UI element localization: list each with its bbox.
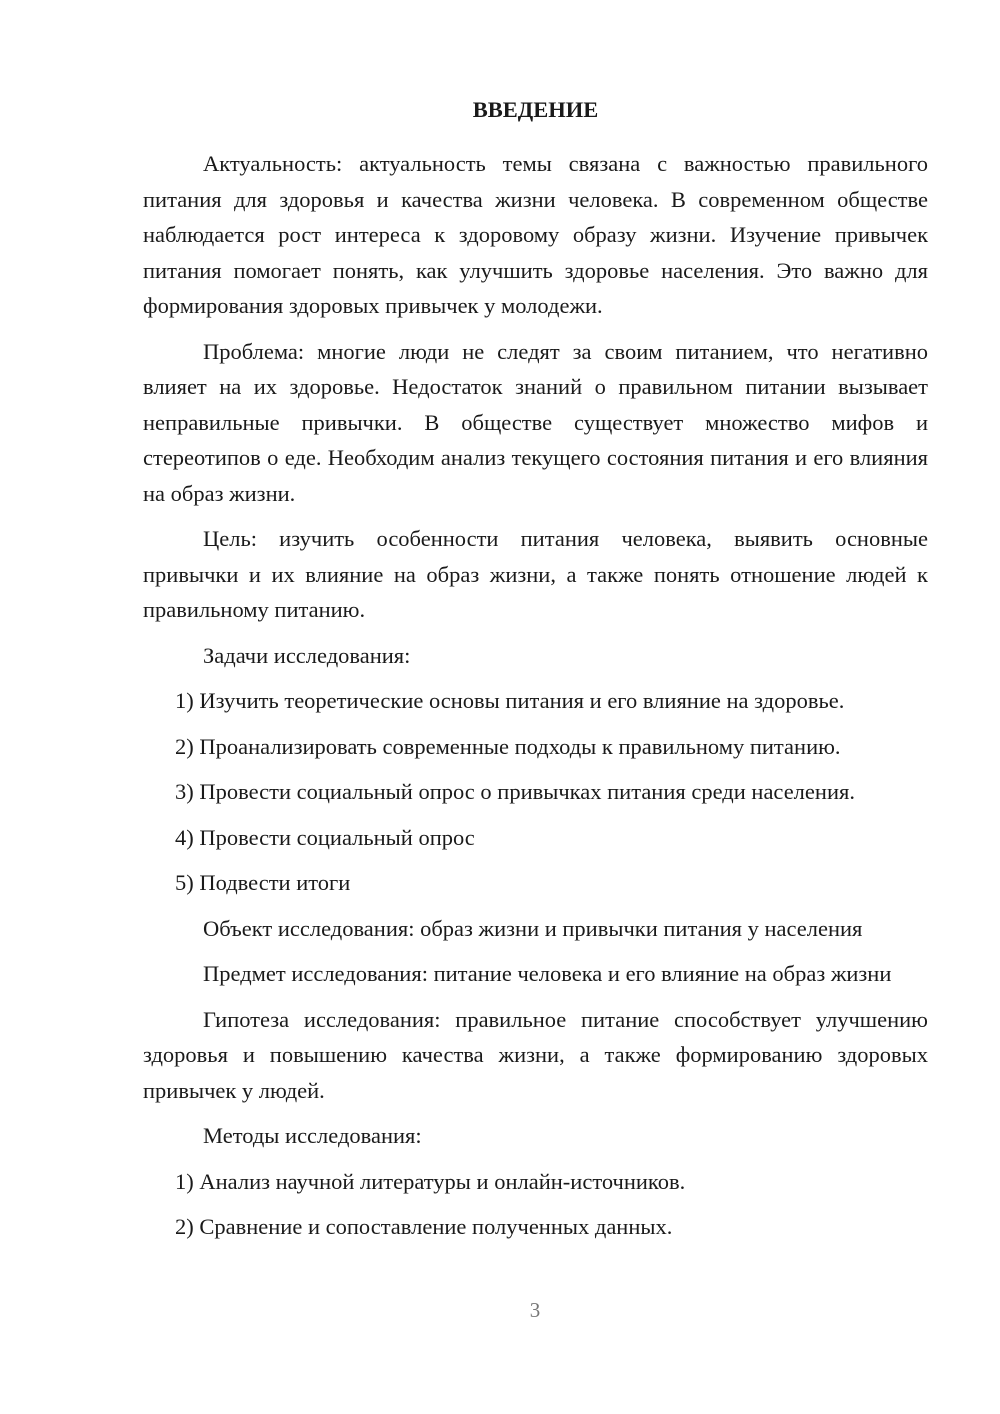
list-item: 5) Подвести итоги [175,870,351,895]
paragraph-object: Объект исследования: образ жизни и привычки питания у населения [203,915,863,941]
list-item: 4) Провести социальный опрос [175,824,475,850]
tasks-heading: Задачи исследования: [203,642,411,668]
page-number: 3 [529,1298,541,1322]
paragraph-goal: Цель: изучить особенности питания человека, выявить основные привычки и их влияние на образ жизни, а также понять отношение людей к правильному питанию. [143,526,928,622]
list-item: 2) Проанализировать современные подходы к правильному питанию. [175,733,841,759]
page-title: ВВЕДЕНИЕ [472,97,599,122]
list-item: 3) Провести социальный опрос о привычках питания среди населения. [175,779,855,804]
tasks-list [143,683,928,901]
methods-list [143,1164,928,1245]
list-item: 1) Изучить теоретические основы питания и его влияние на здоровье. [175,688,845,713]
methods-heading: Методы исследования: [203,1123,422,1148]
paragraph-problem: Проблема: многие люди не следят за своим питанием, что негативно влияет на их здоровье. Недостаток знаний о правильном питании вызывает неправильные привычки. В обществе существует множество мифов и стереотипов о еде. Необходим анализ текущего состояния питания и его влияния на образ жизни. [143,338,928,506]
paragraph-hypothesis: Гипотеза исследования: правильное питание способствует улучшению здоровья и повышению качества жизни, а также формированию здоровых привычек у людей. [143,1006,928,1103]
paragraph-relevance: Актуальность: актуальность темы связана с важностью правильного питания для здоровья и качества жизни человека. В современном обществе наблюдается рост интереса к здоровому образу жизни. Изучение привычек питания помогает понять, как улучшить здоровье населения. Это важно для формирования здоровых привычек у молодежи. [143,151,928,318]
paragraph-subject: Предмет исследования: питание человека и его влияние на образ жизни [203,961,892,986]
list-item: 1) Анализ научной литературы и онлайн-источников. [175,1168,686,1194]
document-page [143,96,928,1245]
list-item: 2) Сравнение и сопоставление полученных данных. [175,1214,673,1239]
